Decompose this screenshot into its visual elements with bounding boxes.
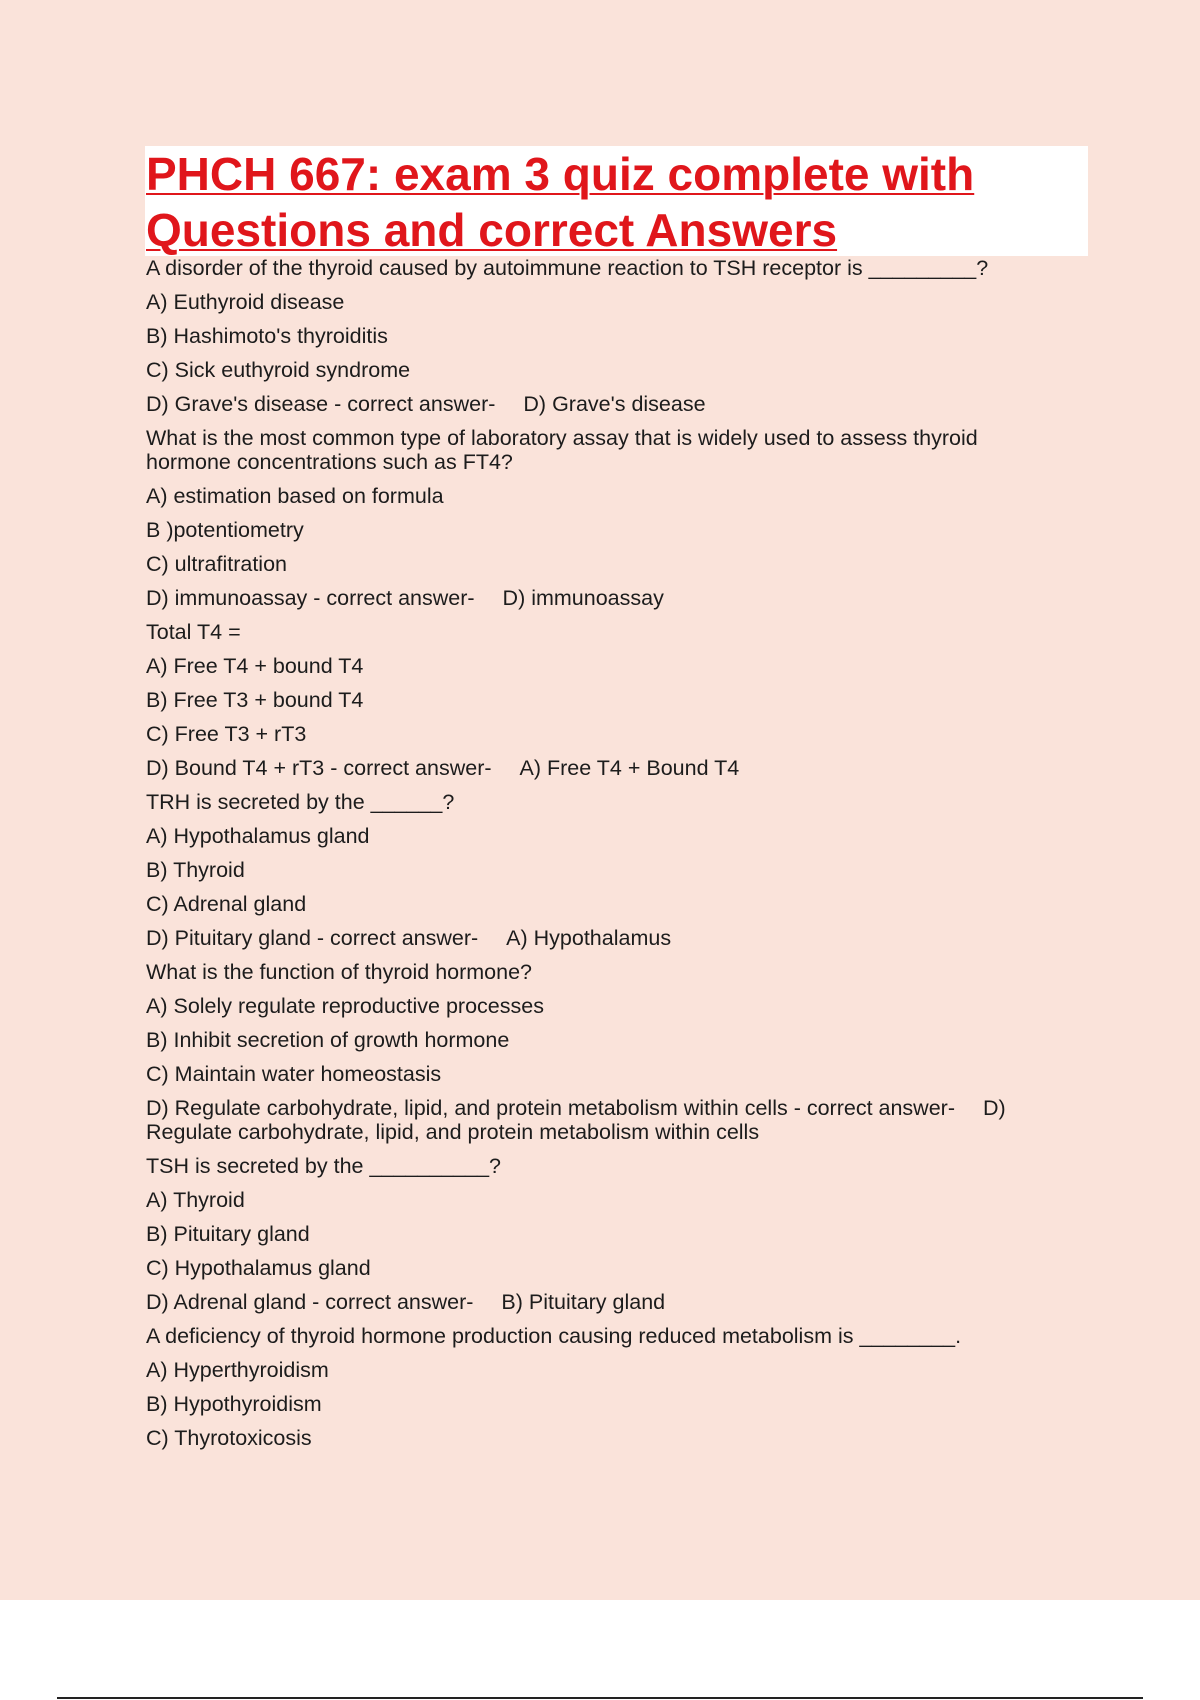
answer-option: B) Free T3 + bound T4 — [146, 688, 364, 712]
question-prompt: A disorder of the thyroid caused by autoimmune reaction to TSH receptor is _________? — [146, 256, 989, 280]
answer-option: A) estimation based on formula — [146, 484, 444, 508]
answer-option: B) Pituitary gland — [146, 1222, 310, 1246]
answer-option: D) Adrenal gland - correct answer- — [146, 1290, 474, 1314]
answer-option: B) Hypothyroidism — [146, 1392, 322, 1416]
question-prompt: TRH is secreted by the ______? — [146, 790, 455, 814]
answer-option: A) Hyperthyroidism — [146, 1358, 329, 1382]
answer-option: D) Grave's disease - correct answer- — [146, 392, 496, 416]
answer-option-with-answer — [146, 756, 1046, 780]
document-title: PHCH 667: exam 3 quiz complete with Questions and correct Answers — [146, 148, 975, 256]
correct-answer: D) immunoassay — [502, 586, 664, 610]
answer-option: B )potentiometry — [146, 518, 304, 542]
answer-option: B) Inhibit secretion of growth hormone — [146, 1028, 510, 1052]
question-prompt: TSH is secreted by the __________? — [146, 1154, 501, 1178]
answer-option-with-answer — [146, 926, 1046, 950]
answer-option-with-answer — [146, 1096, 1046, 1144]
answer-option: C) Thyrotoxicosis — [146, 1426, 312, 1450]
correct-answer: A) Hypothalamus — [506, 926, 672, 950]
answer-option: A) Euthyroid disease — [146, 290, 345, 314]
answer-option: B) Thyroid — [146, 858, 245, 882]
answer-option: C) Hypothalamus gland — [146, 1256, 371, 1280]
answer-option: A) Solely regulate reproductive processes — [146, 994, 544, 1018]
correct-answer: D) Regulate carbohydrate, lipid, and protein metabolism within cells — [146, 1096, 1006, 1144]
answer-option: D) Pituitary gland - correct answer- — [146, 926, 479, 950]
correct-answer: A) Free T4 + Bound T4 — [519, 756, 740, 780]
answer-option: A) Hypothalamus gland — [146, 824, 370, 848]
answer-option: D) immunoassay - correct answer- — [146, 586, 475, 610]
answer-option: A) Thyroid — [146, 1188, 245, 1212]
question-prompt: A deficiency of thyroid hormone production causing reduced metabolism is ________. — [146, 1324, 962, 1348]
question-prompt: What is the most common type of laboratory assay that is widely used to assess thyroid hormone concentrations such as FT4? — [146, 426, 978, 474]
answer-option: C) Adrenal gland — [146, 892, 307, 916]
answer-option: C) Free T3 + rT3 — [146, 722, 307, 746]
answer-option: C) ultrafitration — [146, 552, 287, 576]
answer-option: C) Maintain water homeostasis — [146, 1062, 442, 1086]
answer-option-with-answer — [146, 1290, 1046, 1314]
correct-answer: B) Pituitary gland — [501, 1290, 666, 1314]
answer-option: B) Hashimoto's thyroiditis — [146, 324, 388, 348]
correct-answer: D) Grave's disease — [523, 392, 706, 416]
answer-option: D) Bound T4 + rT3 - correct answer- — [146, 756, 492, 780]
answer-option: C) Sick euthyroid syndrome — [146, 358, 411, 382]
answer-option-with-answer — [146, 586, 1046, 610]
answer-option: D) Regulate carbohydrate, lipid, and protein metabolism within cells - correct answer- — [146, 1096, 955, 1120]
question-prompt: Total T4 = — [146, 620, 241, 644]
answer-option-with-answer — [146, 392, 1046, 416]
question-prompt: What is the function of thyroid hormone? — [146, 960, 533, 984]
document-body — [146, 256, 1046, 1460]
footer-rule — [57, 1697, 1143, 1699]
answer-option: A) Free T4 + bound T4 — [146, 654, 364, 678]
